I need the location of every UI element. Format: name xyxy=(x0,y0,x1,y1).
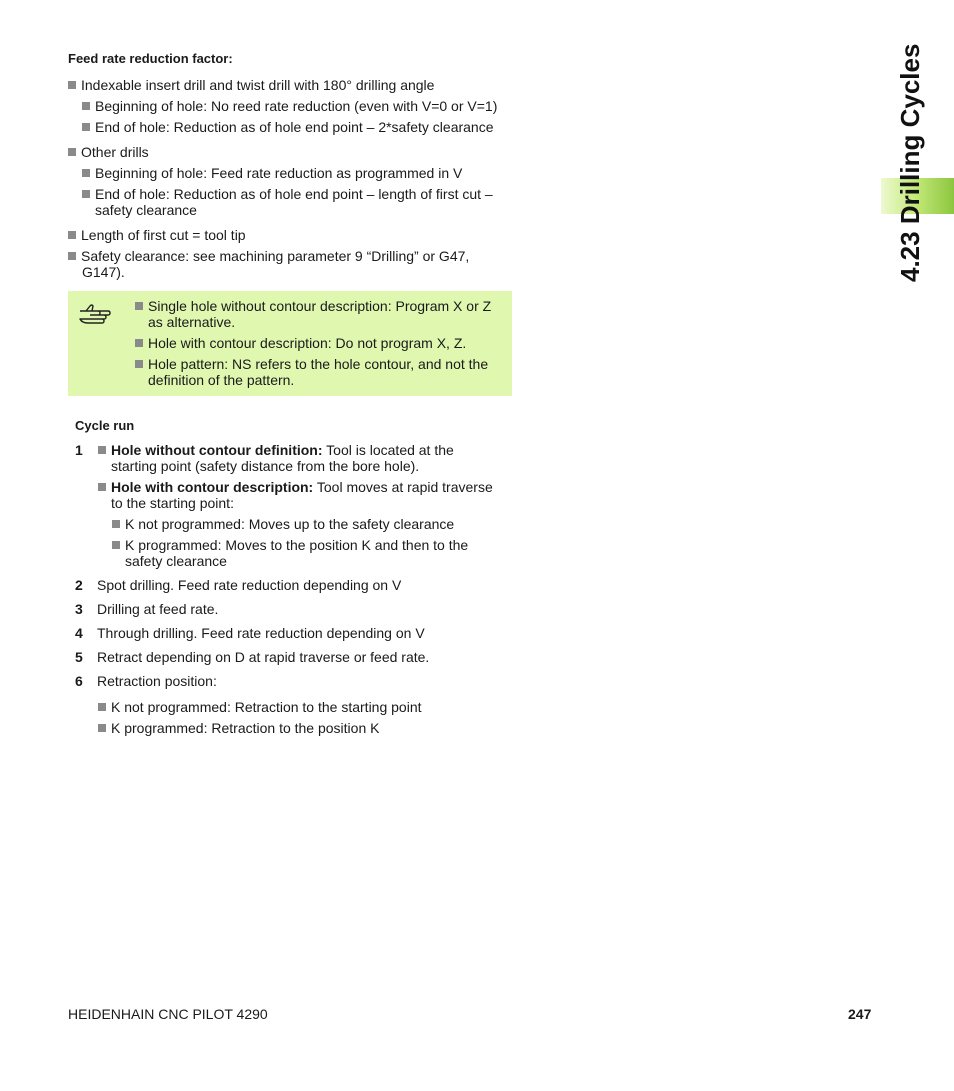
term-description: Tool is located at the xyxy=(322,442,454,458)
list-item-text: K not programmed: Moves up to the safety clearance xyxy=(125,516,455,532)
square-bullet-icon xyxy=(68,252,76,260)
step-number: 1 xyxy=(75,442,83,458)
list-item-continuation: starting point (safety distance from the bore hole). xyxy=(111,458,420,474)
square-bullet-icon xyxy=(68,231,76,239)
bold-term: Hole without contour definition: xyxy=(111,442,323,458)
list-item xyxy=(112,537,518,553)
step-number: 2 xyxy=(75,577,83,593)
list-item-text xyxy=(111,479,518,495)
square-bullet-icon xyxy=(135,339,143,347)
list-item-continuation: to the starting point: xyxy=(111,495,234,511)
list-item xyxy=(82,98,518,114)
note-item-continuation: as alternative. xyxy=(148,314,236,330)
step-text: Spot drilling. Feed rate reduction depending on V xyxy=(97,577,402,593)
list-item xyxy=(112,516,518,532)
square-bullet-icon xyxy=(135,360,143,368)
term-description: Tool moves at rapid traverse xyxy=(313,479,493,495)
step-number: 3 xyxy=(75,601,83,617)
list-item-text: End of hole: Reduction as of hole end point – 2*safety clearance xyxy=(95,119,494,135)
square-bullet-icon xyxy=(135,302,143,310)
list-item xyxy=(98,699,518,715)
note-item xyxy=(135,335,507,351)
square-bullet-icon xyxy=(82,123,90,131)
square-bullet-icon xyxy=(98,446,106,454)
list-item-text xyxy=(111,442,518,458)
list-item xyxy=(68,248,518,264)
square-bullet-icon xyxy=(98,703,106,711)
pointing-hand-icon xyxy=(78,303,112,325)
page-number: 247 xyxy=(848,1006,872,1022)
footer-product: HEIDENHAIN CNC PILOT 4290 xyxy=(68,1006,268,1022)
step-number: 4 xyxy=(75,625,83,641)
note-item-text: Hole pattern: NS refers to the hole contour, and not the xyxy=(148,356,489,372)
step-text: Retract depending on D at rapid traverse or feed rate. xyxy=(97,649,430,665)
square-bullet-icon xyxy=(98,724,106,732)
bold-term: Hole with contour description: xyxy=(111,479,314,495)
list-item xyxy=(98,720,518,736)
note-item xyxy=(135,356,507,372)
feed-rate-heading: Feed rate reduction factor: xyxy=(68,51,233,66)
list-item-text: Other drills xyxy=(81,144,149,160)
list-item xyxy=(68,77,518,93)
list-item-text: Beginning of hole: No reed rate reduction (even with V=0 or V=1) xyxy=(95,98,498,114)
note-item-continuation: definition of the pattern. xyxy=(148,372,295,388)
note-box xyxy=(68,291,512,396)
list-item-continuation: safety clearance xyxy=(125,553,227,569)
square-bullet-icon xyxy=(82,190,90,198)
square-bullet-icon xyxy=(68,81,76,89)
list-item-text: Safety clearance: see machining parameter 9 “Drilling” or G47, xyxy=(81,248,470,264)
square-bullet-icon xyxy=(98,483,106,491)
step-number: 5 xyxy=(75,649,83,665)
list-item-continuation: G147). xyxy=(82,264,125,280)
step-text: Through drilling. Feed rate reduction depending on V xyxy=(97,625,425,641)
step-text: Drilling at feed rate. xyxy=(97,601,219,617)
square-bullet-icon xyxy=(68,148,76,156)
step-text: Retraction position: xyxy=(97,673,217,689)
note-item-text: Single hole without contour description: Program X or Z xyxy=(148,298,492,314)
list-item-text: Length of first cut = tool tip xyxy=(81,227,246,243)
note-item-text: Hole with contour description: Do not program X, Z. xyxy=(148,335,467,351)
list-item xyxy=(98,479,518,495)
list-item-continuation: safety clearance xyxy=(95,202,197,218)
square-bullet-icon xyxy=(112,520,120,528)
list-item-text: End of hole: Reduction as of hole end point – length of first cut – xyxy=(95,186,493,202)
step-number: 6 xyxy=(75,673,83,689)
list-item-text: Indexable insert drill and twist drill with 180° drilling angle xyxy=(81,77,435,93)
square-bullet-icon xyxy=(82,102,90,110)
list-item xyxy=(82,165,518,181)
list-item xyxy=(68,144,518,160)
list-item-text: K programmed: Moves to the position K and then to the xyxy=(125,537,469,553)
list-item xyxy=(68,227,518,243)
note-item xyxy=(135,298,507,314)
list-item-text: K programmed: Retraction to the position K xyxy=(111,720,380,736)
square-bullet-icon xyxy=(112,541,120,549)
list-item xyxy=(82,186,518,202)
list-item xyxy=(82,119,518,135)
square-bullet-icon xyxy=(82,169,90,177)
list-item-text: Beginning of hole: Feed rate reduction as programmed in V xyxy=(95,165,463,181)
section-title-text: 4.23 Drilling Cycles xyxy=(895,43,925,282)
cycle-run-heading: Cycle run xyxy=(75,418,135,433)
list-item-text: K not programmed: Retraction to the starting point xyxy=(111,699,422,715)
list-item xyxy=(98,442,518,458)
